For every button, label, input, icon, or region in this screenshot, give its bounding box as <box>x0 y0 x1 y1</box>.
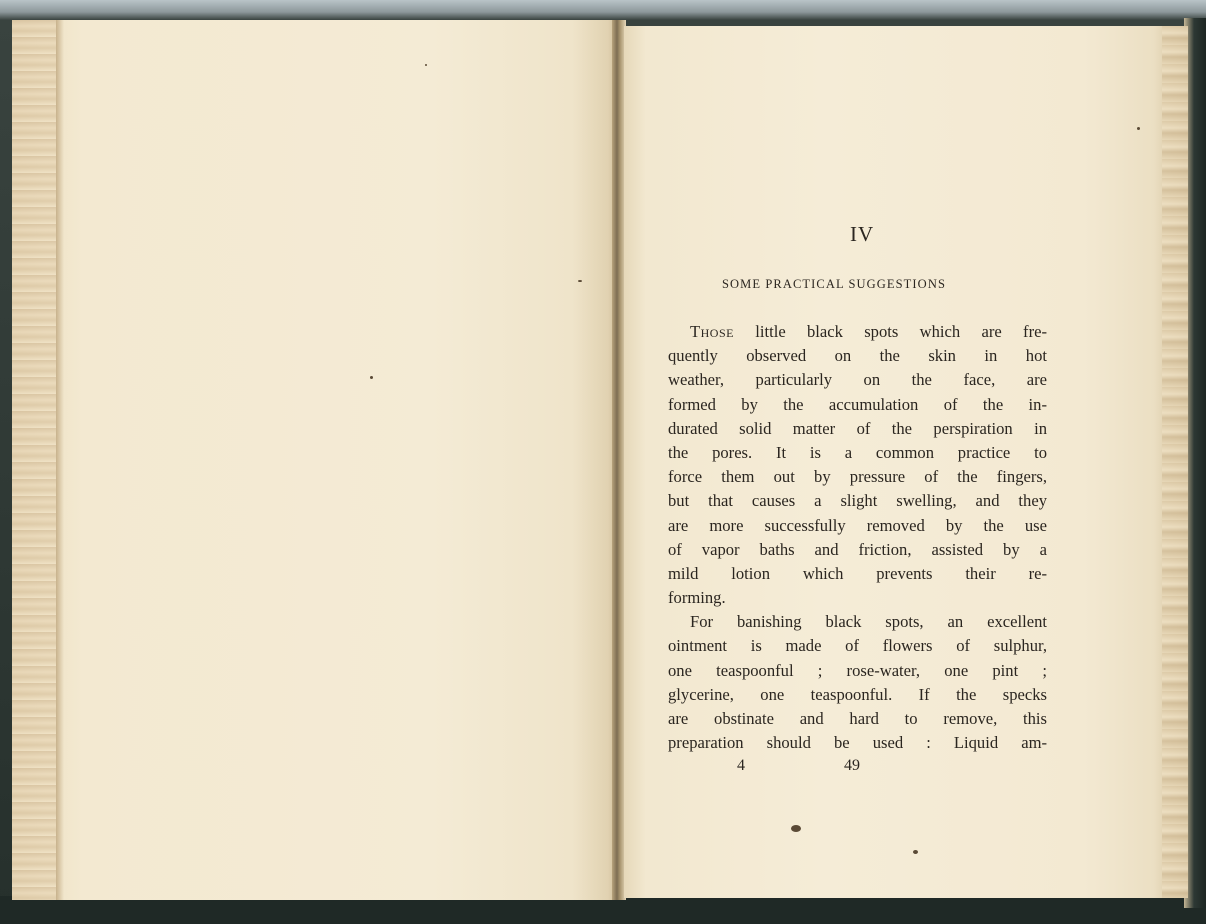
signature-mark: 4 <box>737 757 745 774</box>
text-line: of vapor baths and friction, assisted by a <box>668 539 1047 559</box>
text-line: force them out by pressure of the fingers, <box>668 467 1047 487</box>
chapter-body-text <box>668 320 1047 755</box>
paper-speck <box>370 376 373 379</box>
paper-speck <box>791 825 801 832</box>
text-line: one teaspoonful ; rose-water, one pint ; <box>668 660 1047 680</box>
text-line-content: little black spots which are fre- <box>733 322 1047 341</box>
text-line: weather, particularly on the face, are <box>668 370 1047 390</box>
paper-speck <box>1137 127 1140 130</box>
text-line: quently observed on the skin in hot <box>668 346 1047 366</box>
left-page-edge-shadow <box>56 20 64 900</box>
chapter-title: SOME PRACTICAL SUGGESTIONS <box>722 277 946 291</box>
left-page-blank <box>12 20 618 900</box>
text-line <box>668 320 1047 344</box>
paper-speck <box>578 280 582 282</box>
text-line: are more successfully removed by the use <box>668 515 1047 535</box>
chapter-number: IV <box>850 222 875 246</box>
left-page-deckle-edge <box>12 20 56 900</box>
text-line: mild lotion which prevents their re- <box>668 563 1047 583</box>
text-line: the pores. It is a common practice to <box>668 442 1047 462</box>
page-number: 49 <box>844 757 860 774</box>
text-line: forming. <box>668 588 726 608</box>
paper-speck <box>913 850 918 854</box>
text-line: ointment is made of flowers of sulphur, <box>668 636 1047 656</box>
drop-word: Those <box>690 322 734 341</box>
text-line: but that causes a slight swelling, and they <box>668 491 1047 511</box>
paper-speck <box>425 64 427 66</box>
text-line: durated solid matter of the perspiration in <box>668 418 1047 438</box>
book-cover-bottom-edge <box>0 896 1206 924</box>
right-page-fore-edge <box>1162 26 1188 898</box>
text-line: For banishing black spots, an excellent <box>690 612 1047 632</box>
text-line: preparation should be used : Liquid am- <box>668 733 1047 753</box>
text-line: glycerine, one teaspoonful. If the specks <box>668 684 1047 704</box>
text-line: are obstinate and hard to remove, this <box>668 709 1047 728</box>
text-line: formed by the accumulation of the in- <box>668 394 1047 414</box>
